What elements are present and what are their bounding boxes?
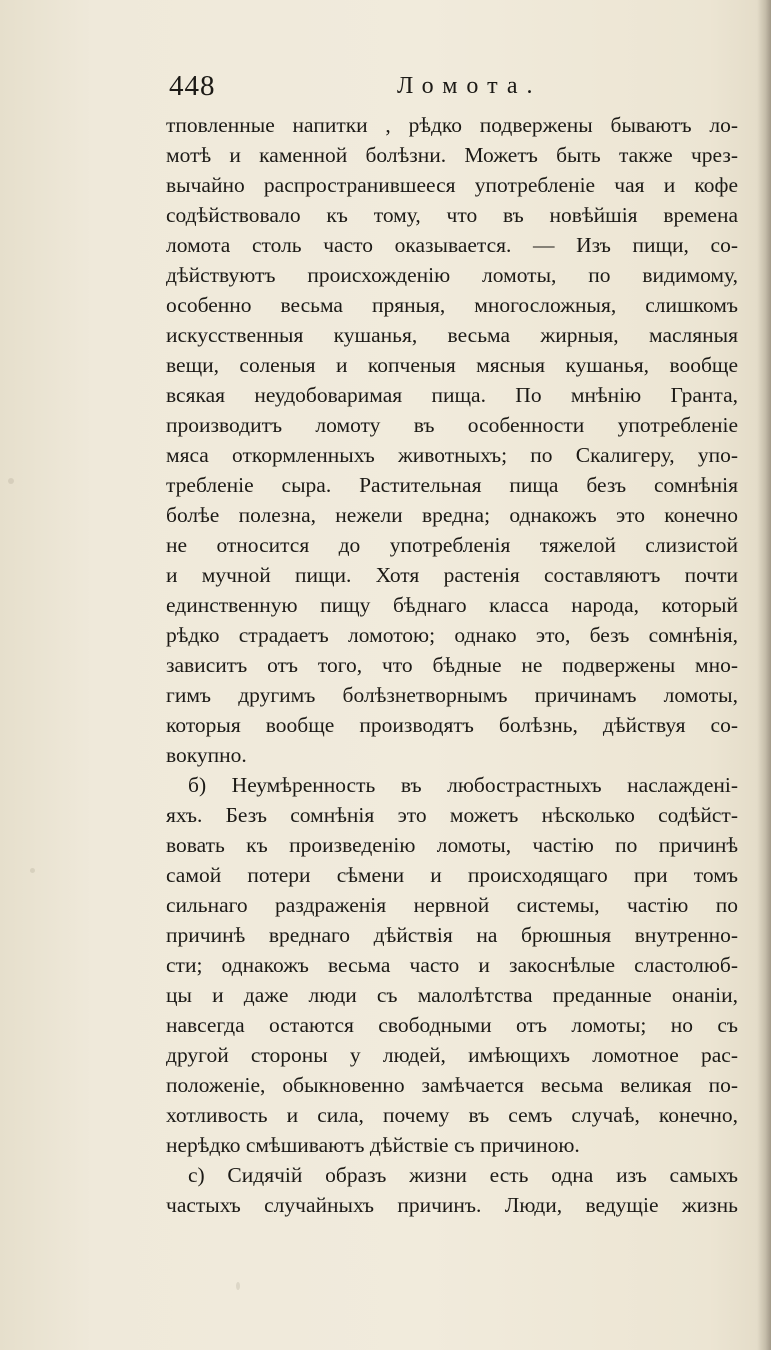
text-line: болѣе полезна, нежели вредна; однакожъ это конечно <box>166 503 738 527</box>
text-line: вовать къ произведенію ломоты, частію по причинѣ <box>166 833 738 857</box>
text-line: цы и даже люди съ малолѣтства преданные онаніи, <box>166 983 738 1007</box>
text-line: которыя вообще производятъ болѣзнь, дѣйствуя со- <box>166 713 738 737</box>
text-line: другой стороны у людей, имѣющихъ ломотное рас- <box>166 1043 738 1067</box>
text-line: всякая неудобоваримая пища. По мнѣнію Гранта, <box>166 383 738 407</box>
text-line: особенно весьма пряныя, многосложныя, слишкомъ <box>166 293 738 317</box>
text-line: вокупно. <box>166 743 247 767</box>
binding-shadow <box>757 0 771 1350</box>
text-line: рѣдко страдаетъ ломотою; однако это, безъ сомнѣнія, <box>166 623 738 647</box>
text-line: вычайно распространившееся употребленіе чая и кофе <box>166 173 738 197</box>
text-line: частыхъ случайныхъ причинъ. Люди, ведущіе жизнь <box>166 1193 738 1217</box>
text-line: мотѣ и каменной болѣзни. Можетъ быть также чрез- <box>166 143 738 167</box>
text-line: дѣйствуютъ происхожденію ломоты, по видимому, <box>166 263 738 287</box>
text-line: сти; однакожъ весьма часто и закоснѣлые сластолюб- <box>166 953 738 977</box>
text-line: самой потери сѣмени и происходящаго при томъ <box>166 863 738 887</box>
text-line: искусственныя кушанья, весьма жирныя, масляныя <box>166 323 738 347</box>
text-line: яхъ. Безъ сомнѣнія это можетъ нѣсколько содѣйст- <box>166 803 738 827</box>
running-head: Ломота. <box>397 73 542 99</box>
text-line: причинѣ вреднаго дѣйствія на брюшныя внутренно- <box>166 923 738 947</box>
text-line: хотливость и сила, почему въ семъ случаѣ, конечно, <box>166 1103 738 1127</box>
text-line: и мучной пищи. Хотя растенія составляютъ почти <box>166 563 738 587</box>
text-line: с) Сидячій образъ жизни есть одна изъ самыхъ <box>188 1163 738 1187</box>
text-line: тповленные напитки , рѣдко подвержены бываютъ ло- <box>166 113 738 137</box>
text-line: вещи, соленыя и копченыя мясныя кушанья, вообще <box>166 353 738 377</box>
text-line: гимъ другимъ болѣзнетворнымъ причинамъ ломоты, <box>166 683 738 707</box>
text-line: навсегда остаются свободными отъ ломоты; но съ <box>166 1013 738 1037</box>
text-line: содѣйствовало къ тому, что въ новѣйшія времена <box>166 203 738 227</box>
text-line: ломота столь часто оказывается. — Изъ пищи, со- <box>166 233 738 257</box>
text-line: б) Неумѣренность въ любострастныхъ наслажденi- <box>188 773 738 797</box>
ink-speck <box>8 478 14 484</box>
text-line: мяса откормленныхъ животныхъ; по Скалигеру, упо- <box>166 443 738 467</box>
text-line: сильнаго раздраженія нервной системы, частію по <box>166 893 738 917</box>
text-line: требленіе сыра. Растительная пища безъ сомнѣнія <box>166 473 738 497</box>
page-number: 448 <box>169 70 216 102</box>
text-line: положеніе, обыкновенно замѣчается весьма великая по- <box>166 1073 738 1097</box>
ink-speck <box>30 868 35 873</box>
text-line: единственную пищу бѣднаго класса народа, который <box>166 593 738 617</box>
text-line: производитъ ломоту въ особенности употребленіе <box>166 413 738 437</box>
text-line: не относится до употребленія тяжелой слизистой <box>166 533 738 557</box>
text-line: зависитъ отъ того, что бѣдные не подвержены мно- <box>166 653 738 677</box>
ink-speck <box>236 1282 240 1290</box>
text-line: нерѣдко смѣшиваютъ дѣйствіе съ причиною. <box>166 1133 580 1157</box>
